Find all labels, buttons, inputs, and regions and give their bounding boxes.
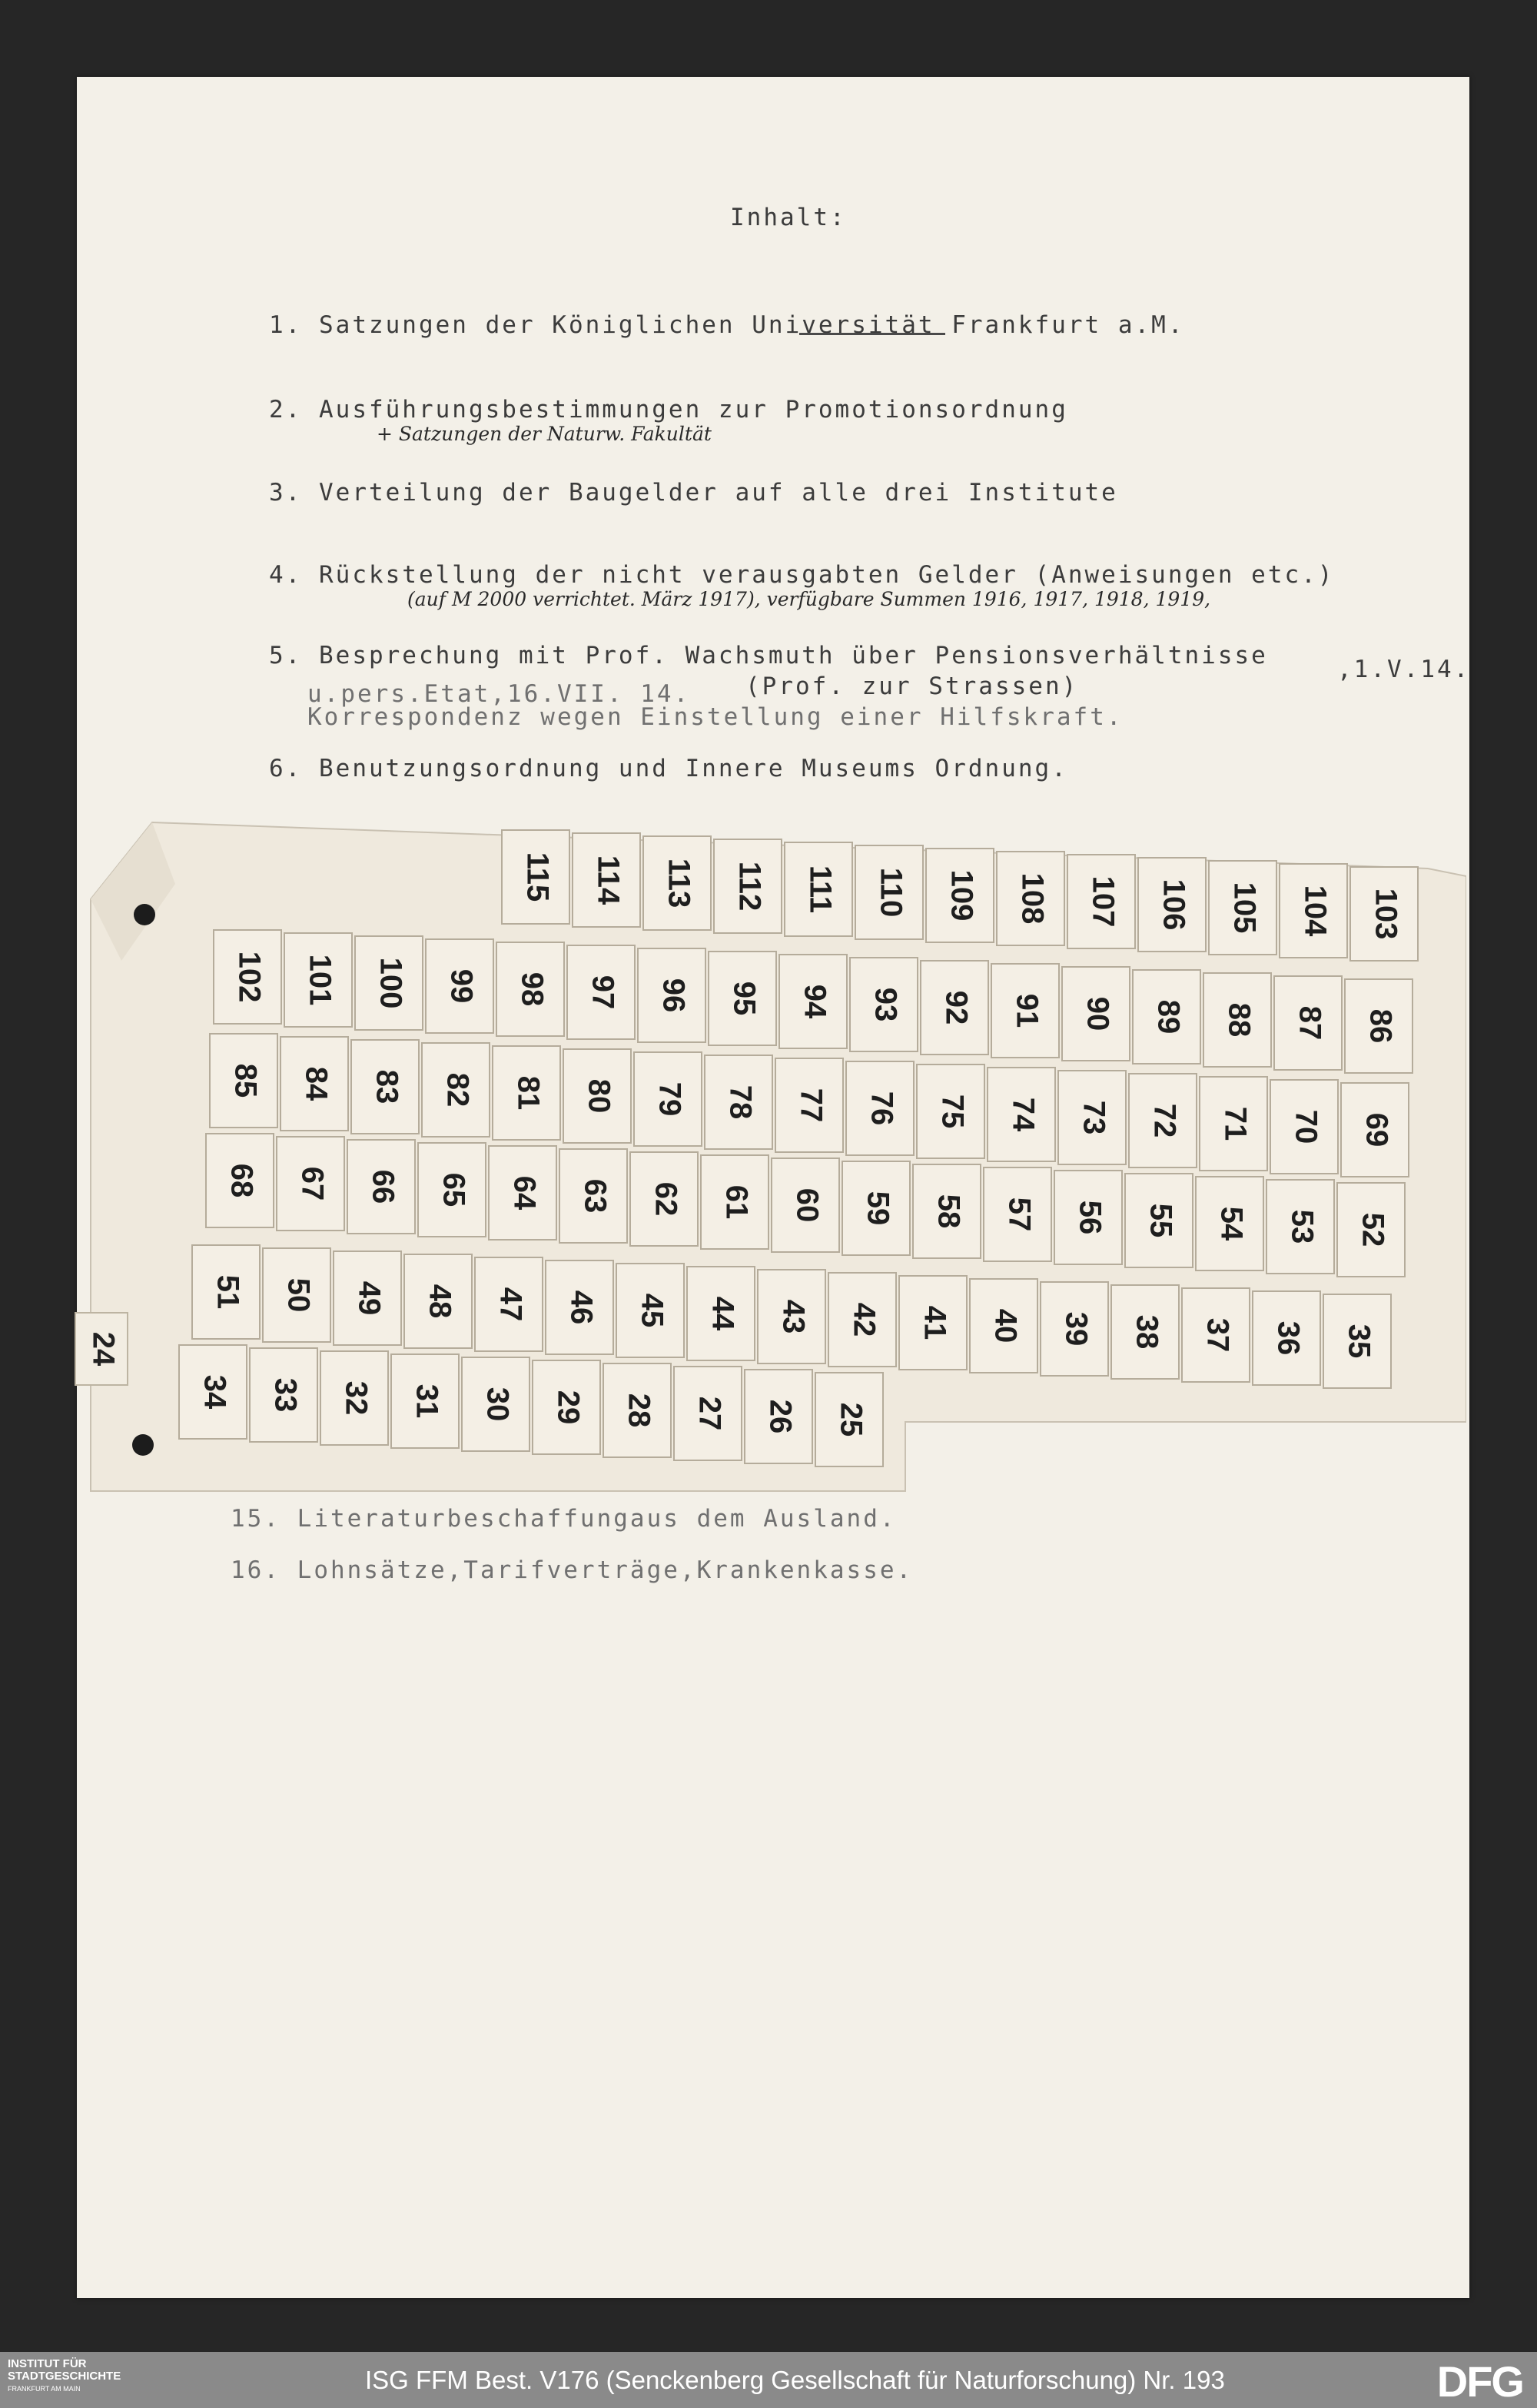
stub-number: 79 — [652, 1081, 687, 1117]
stub-number: 33 — [268, 1377, 303, 1413]
stub-number: 59 — [861, 1191, 895, 1226]
stub-number: 113 — [662, 858, 696, 908]
list-item: 2. Ausführungsbestimmungen zur Promotionsordnung — [269, 396, 1068, 423]
stub-tab-number: 24 — [86, 1331, 121, 1367]
stub-number: 52 — [1356, 1212, 1390, 1247]
logo-line: INSTITUT FÜR — [8, 2357, 87, 2370]
stub-number: 81 — [511, 1075, 546, 1111]
stub-number: 78 — [723, 1084, 758, 1120]
stub-number: 65 — [437, 1172, 471, 1207]
stub-number: 99 — [444, 968, 479, 1004]
stub-number: 45 — [635, 1293, 669, 1328]
list-item-subline: u.pers.Etat,16.VII. 14. — [307, 680, 691, 708]
stub-number: 69 — [1359, 1112, 1394, 1148]
stub-number: 72 — [1147, 1103, 1182, 1138]
stub-number: 94 — [798, 984, 832, 1019]
stub-number: 36 — [1271, 1320, 1306, 1356]
stub-number: 55 — [1144, 1203, 1178, 1238]
stub-number: 82 — [440, 1072, 475, 1108]
punch-hole — [134, 904, 155, 925]
stub-number: 96 — [656, 978, 691, 1013]
stub-number: 111 — [803, 865, 838, 914]
stub-number: 66 — [366, 1169, 400, 1204]
stub-number: 115 — [520, 852, 555, 902]
stub-number: 32 — [339, 1380, 373, 1416]
stub-number: 60 — [790, 1187, 825, 1223]
stub-number: 102 — [232, 951, 267, 1003]
list-item-subline: Korrespondenz wegen Einstellung einer Hilfskraft. — [307, 703, 1124, 731]
stub-number: 75 — [935, 1094, 970, 1129]
stub-number: 30 — [480, 1387, 515, 1422]
stub-number: 44 — [705, 1296, 740, 1331]
list-item: 4. Rückstellung der nicht verausgabten Gelder (Anweisungen etc.) — [269, 561, 1335, 589]
stub-number: 53 — [1285, 1209, 1320, 1244]
stub-number: 106 — [1157, 879, 1191, 931]
logo-line: STADTGESCHICHTE — [8, 2370, 121, 2383]
stub-number: 63 — [578, 1178, 612, 1214]
stub-number: 50 — [281, 1277, 316, 1313]
stub-number: 104 — [1298, 885, 1333, 937]
stub-number: 39 — [1059, 1311, 1094, 1347]
stub-number: 67 — [295, 1166, 330, 1201]
stub-number: 26 — [763, 1399, 798, 1434]
stub-number: 34 — [198, 1374, 232, 1410]
stub-number: 57 — [1002, 1197, 1037, 1232]
archive-caption: ISG FFM Best. V176 (Senckenberg Gesellschaft für Naturforschung) Nr. 193 — [365, 2366, 1225, 2394]
date-annotation: ,1.V.14. — [1337, 656, 1471, 683]
stub-number: 80 — [582, 1078, 616, 1114]
stub-number: 105 — [1227, 882, 1262, 934]
stub-number: 107 — [1086, 875, 1120, 928]
stub-number: 58 — [931, 1194, 966, 1229]
list-item: 1. Satzungen der Königlichen Universität Frankfurt a.M. — [269, 311, 1185, 339]
stub-number: 40 — [988, 1308, 1023, 1343]
footer-bar — [0, 2352, 1537, 2408]
stub-number: 25 — [834, 1402, 868, 1437]
handwritten-note: + Satzungen der Naturw. Fakultät — [377, 423, 712, 445]
stub-number: 27 — [692, 1396, 727, 1431]
stub-number: 49 — [352, 1280, 387, 1316]
list-item-subline: (Prof. zur Strassen) — [745, 673, 1079, 700]
stub-number: 98 — [515, 972, 549, 1007]
stub-number: 37 — [1200, 1317, 1235, 1353]
stub-number: 51 — [211, 1274, 245, 1310]
stub-number: 85 — [228, 1063, 263, 1098]
stub-number: 71 — [1218, 1106, 1253, 1141]
stub-number: 47 — [493, 1287, 528, 1322]
stub-number: 28 — [622, 1393, 656, 1428]
logo-line: FRANKFURT AM MAIN — [8, 2385, 81, 2393]
stub-number: 62 — [649, 1181, 683, 1217]
stub-number: 35 — [1342, 1324, 1376, 1359]
stub-number: 54 — [1214, 1206, 1249, 1241]
stub-number: 84 — [299, 1066, 334, 1101]
punch-hole — [132, 1434, 154, 1456]
list-item: 15. Literaturbeschaffungaus dem Ausland. — [231, 1505, 897, 1533]
list-item: 6. Benutzungsordnung und Innere Museums Ordnung. — [269, 755, 1068, 782]
stub-number: 83 — [370, 1069, 404, 1104]
ticket-stub-sheet — [60, 792, 1466, 1499]
ticket-stubs-graphic — [60, 792, 1466, 1499]
stub-number: 56 — [1073, 1200, 1107, 1235]
list-item: 16. Lohnsätze,Tarifverträge,Krankenkasse. — [231, 1556, 914, 1584]
stub-number: 86 — [1363, 1008, 1398, 1044]
stub-number: 31 — [410, 1383, 444, 1419]
stub-number: 74 — [1006, 1097, 1041, 1132]
stub-number: 95 — [727, 981, 762, 1016]
list-item: 3. Verteilung der Baugelder auf alle drei Institute — [269, 479, 1118, 507]
stub-number: 46 — [564, 1290, 599, 1325]
handwritten-note: (auf M 2000 verrichtet. März 1917), verfügbare Summen 1916, 1917, 1918, 1919, — [407, 588, 1211, 610]
stub-number: 108 — [1015, 872, 1050, 925]
stub-number: 42 — [847, 1302, 881, 1337]
stub-number: 92 — [939, 990, 974, 1025]
list-item: 5. Besprechung mit Prof. Wachsmuth über Pensionsverhältnisse — [269, 642, 1268, 669]
stub-number: 109 — [944, 869, 979, 922]
stub-number: 76 — [865, 1091, 899, 1126]
institute-logo — [8, 2358, 121, 2395]
document-heading: Inhalt: — [730, 204, 847, 231]
stub-number: 90 — [1081, 996, 1115, 1031]
stub-number: 61 — [719, 1184, 754, 1220]
stub-number: 43 — [776, 1299, 811, 1334]
dfg-logo: DFG — [1436, 2357, 1523, 2406]
stub-number: 68 — [224, 1163, 259, 1198]
stub-number: 91 — [1010, 993, 1044, 1028]
stub-number: 100 — [373, 957, 408, 1009]
stub-number: 64 — [507, 1175, 542, 1211]
stub-number: 97 — [586, 975, 620, 1010]
stub-number: 110 — [874, 867, 908, 918]
stub-number: 93 — [868, 987, 903, 1022]
stub-number: 87 — [1293, 1005, 1327, 1041]
stub-number: 112 — [732, 861, 767, 912]
stub-number: 89 — [1151, 999, 1186, 1035]
stub-number: 73 — [1077, 1100, 1111, 1135]
stub-number: 29 — [551, 1390, 586, 1425]
stub-number: 70 — [1289, 1109, 1323, 1144]
stub-number: 48 — [423, 1284, 457, 1319]
stub-number: 41 — [918, 1305, 952, 1340]
stub-number: 88 — [1222, 1002, 1256, 1038]
stub-number: 101 — [303, 954, 337, 1006]
stub-number: 77 — [794, 1088, 828, 1123]
stub-number: 103 — [1369, 888, 1403, 940]
stub-number: 38 — [1130, 1314, 1164, 1350]
stub-number: 114 — [591, 855, 626, 905]
